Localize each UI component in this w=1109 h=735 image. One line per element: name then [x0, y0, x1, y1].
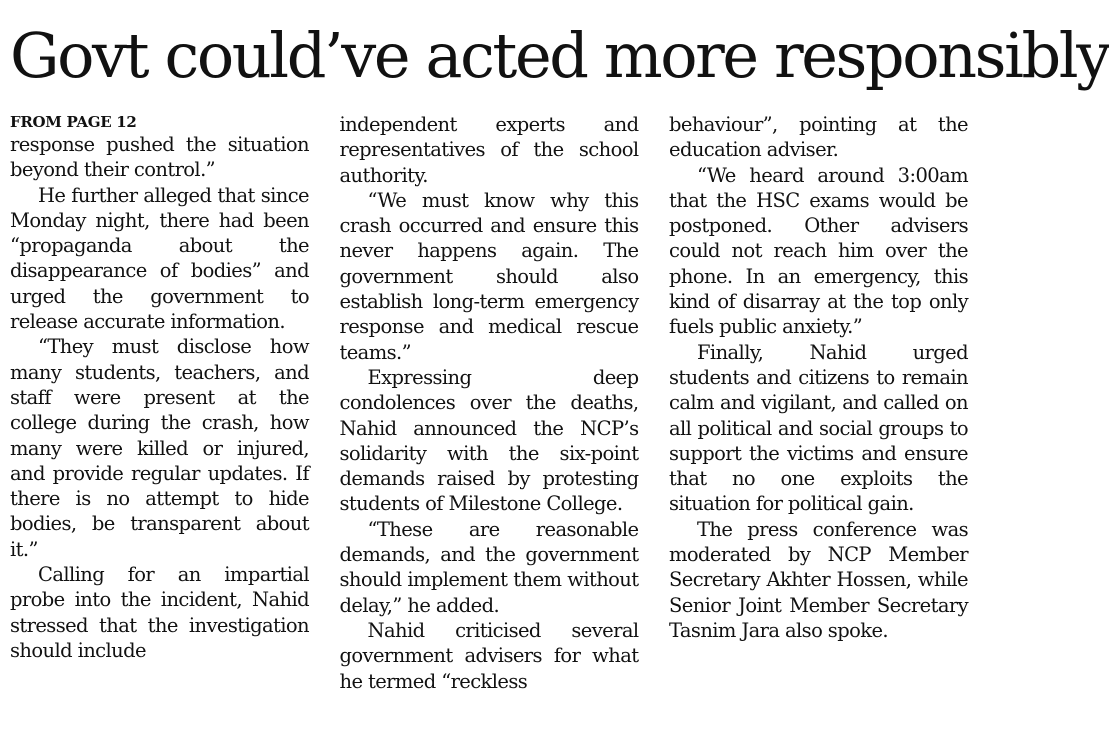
paragraph: Finally, Nahid urged students and citizens to remain calm and vigilant, and called on all political and social groups to support the victims and ensure that no one exploits the situation for political gain.	[669, 340, 968, 516]
paragraph: The press conference was moderated by NCP Member Secretary Akhter Hossen, while Senior Joint Member Secretary Tasnim Jara also spoke.	[669, 517, 968, 642]
paragraph: “We must know why this crash occurred and ensure this never happens again. The government should also establish long-term emergency response and medical rescue teams.”	[339, 188, 639, 364]
headline: Govt could’ve acted more responsibly	[10, 19, 1109, 92]
continued-from-kicker: FROM PAGE 12	[10, 113, 137, 131]
paragraph: Expressing deep condolences over the deaths, Nahid announced the NCP’s solidarity with the six-point demands raised by protesting students of Milestone College.	[339, 365, 639, 516]
paragraph: “We heard around 3:00am that the HSC exams would be postponed. Other advisers could not reach him over the phone. In an emergency, this kind of disarray at the top only fuels public anxiety.”	[669, 163, 968, 339]
article-body	[10, 112, 968, 727]
paragraph: behaviour”, pointing at the education adviser.	[669, 113, 968, 162]
paragraph: He further alleged that since Monday night, there had been “propaganda about the disappearance of bodies” and urged the government to release accurate information.	[10, 183, 309, 334]
column-3	[669, 112, 968, 727]
paragraph: “These are reasonable demands, and the government should implement them without delay,” he added.	[339, 517, 639, 617]
paragraph: “They must disclose how many students, teachers, and staff were present at the college during the crash, how many were killed or injured, and provide regular updates. If there is no attempt to hide bodies, be transparent about it.”	[10, 335, 309, 561]
column-2	[340, 112, 639, 727]
paragraph: response pushed the situation beyond their control.”	[10, 133, 309, 182]
column-1	[10, 112, 309, 727]
paragraph: Calling for an impartial probe into the incident, Nahid stressed that the investigation should include	[10, 563, 309, 662]
paragraph: independent experts and representatives of the school authority.	[339, 113, 639, 187]
paragraph: Nahid criticised several government advisers for what he termed “reckless	[339, 618, 639, 693]
